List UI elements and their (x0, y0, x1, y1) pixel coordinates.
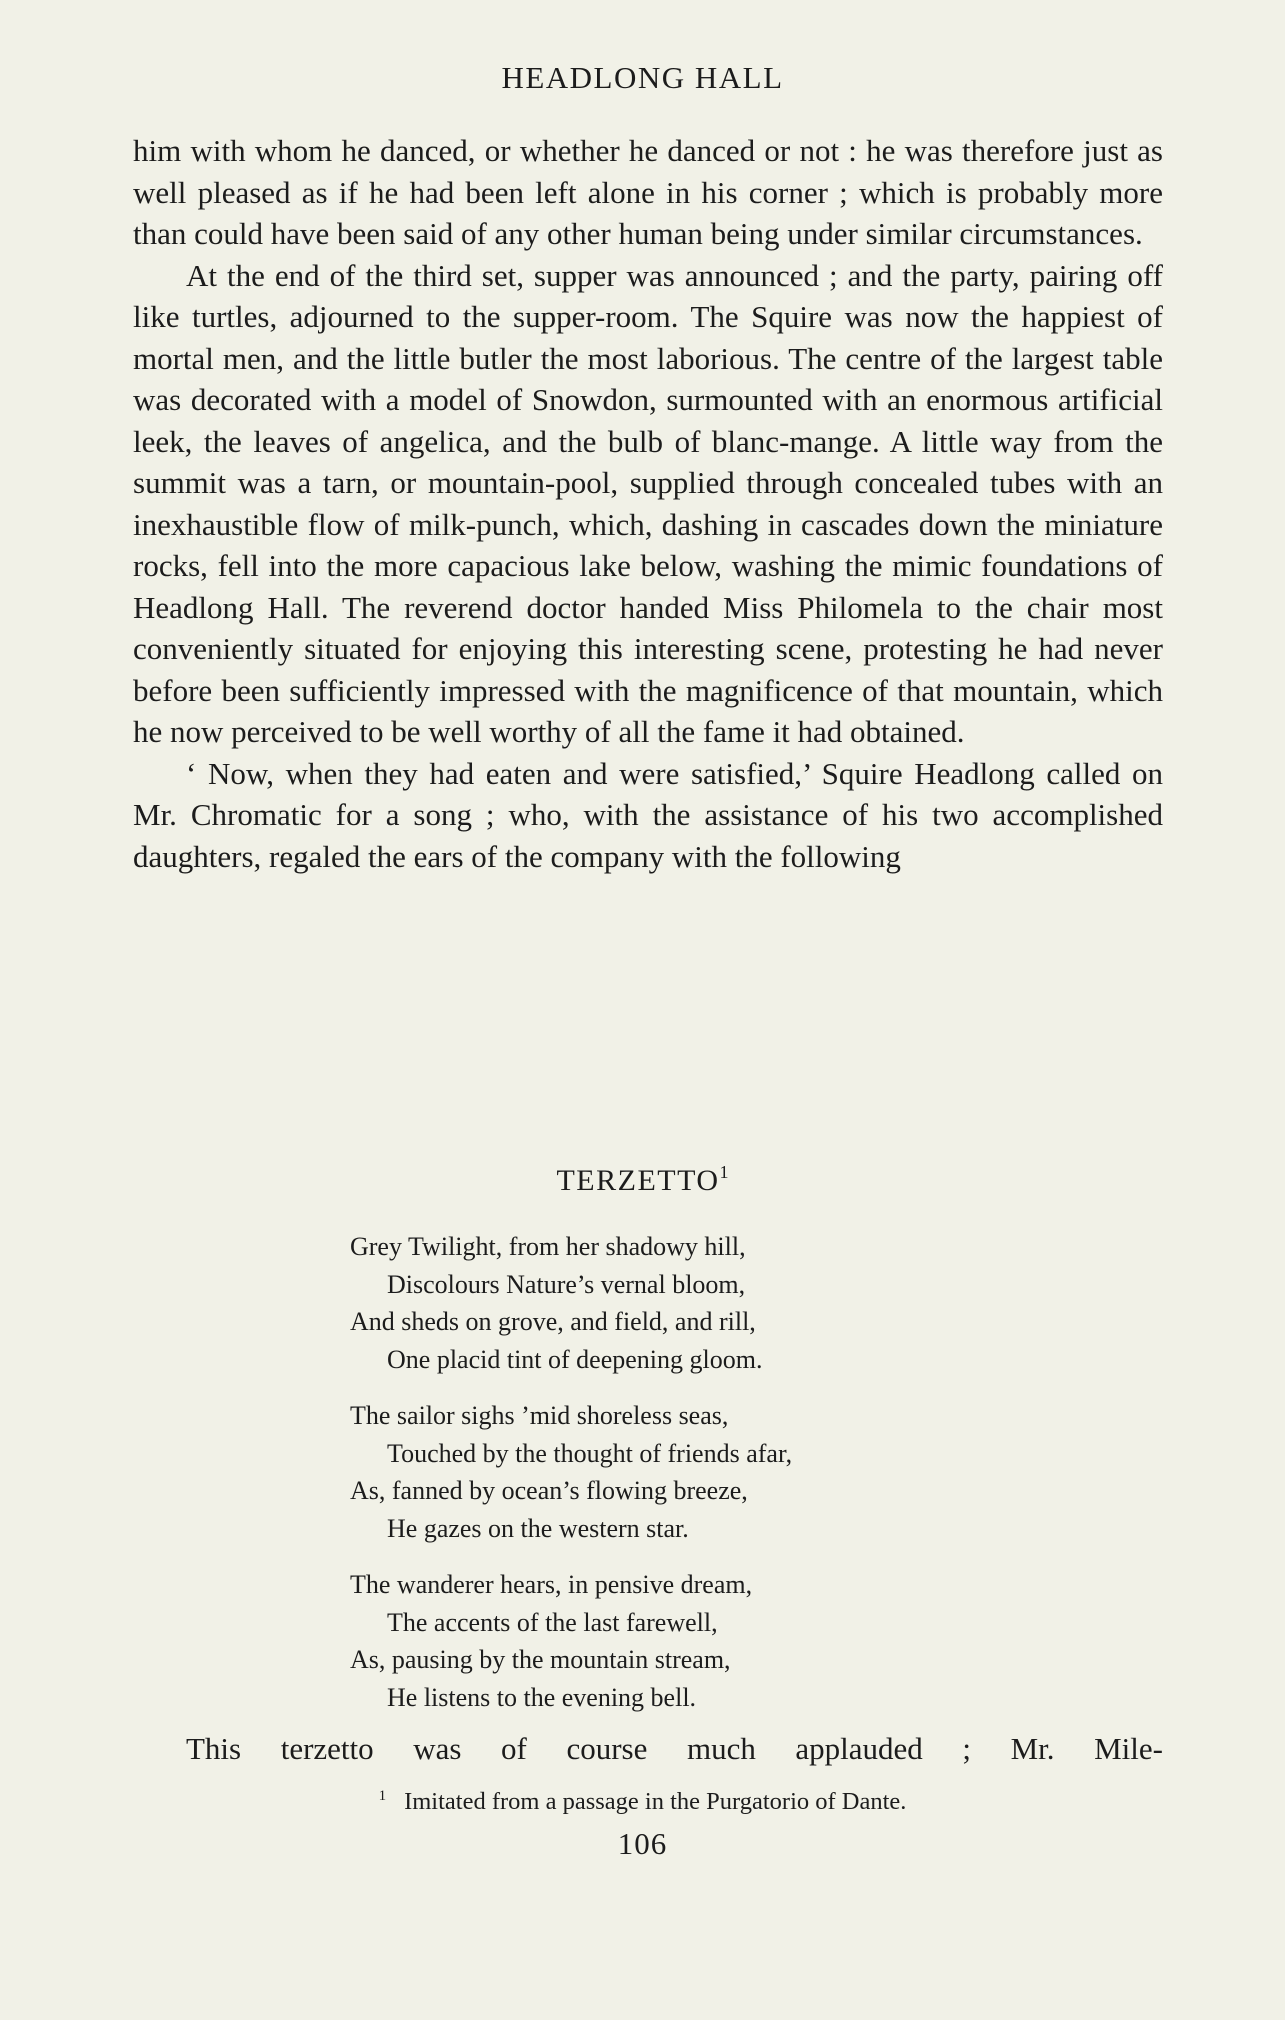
verse-line: He gazes on the western star. (387, 1513, 689, 1543)
verse-line: Discolours Nature’s vernal bloom, (387, 1269, 746, 1299)
stanza (350, 1228, 1110, 1378)
footnote-text: Imitated from a passage in the Purgatorio of Dante. (404, 1788, 907, 1815)
verse-line: He listens to the evening bell. (387, 1682, 697, 1712)
footnote-mark: 1 (378, 1788, 387, 1804)
paragraph-after-poem: This terzetto was of course much applauded ; Mr. Mile- (186, 1731, 1163, 1766)
footnote-reference: 1 (719, 1162, 729, 1182)
verse-line: Touched by the thought of friends afar, (387, 1438, 793, 1468)
running-head: HEADLONG HALL (501, 60, 784, 95)
poem-title (0, 1162, 1285, 1198)
verse-line: And sheds on grove, and field, and rill, (350, 1307, 756, 1336)
paragraph: At the end of the third set, supper was announced ; and the party, pairing off like turtles, adjourned to the supper-room. The Squire was now the happiest of mortal men, and the little butler the most laborious. The centre of the largest table was decorated with a model of Snowdon, surmounted with an enormous artificial leek, the leaves of angelica, and the bulb of blanc-mange. A little way from the summit was a tarn, or mountain-pool, supplied through concealed tubes with an inexhaustible flow of milk-punch, which, dashing in cascades down the miniature rocks, fell into the more capacious lake below, washing the mimic foundations of Headlong Hall. The reverend doctor handed Miss Philomela to the chair most conveniently situated for enjoying this interesting scene, protesting he had never before been sufficiently impressed with the magnificence of that mountain, which he now perceived to be well worthy of all the fame it had obtained. (133, 257, 1163, 749)
poem (350, 1228, 1110, 1735)
footnote (0, 1788, 1285, 1816)
paragraph: him with whom he danced, or whether he danced or not : he was therefore just as well pleased as if he had been left alone in his corner ; which is probably more than could have been said of any other human being under similar circumstances. (133, 133, 1163, 251)
verse-line: As, pausing by the mountain stream, (350, 1645, 731, 1674)
stanza (350, 1397, 1110, 1547)
body-text (133, 130, 1163, 877)
poem-title-text: TERZETTO (556, 1164, 720, 1197)
verse-line: The accents of the last farewell, (387, 1607, 718, 1637)
stanza (350, 1566, 1110, 1716)
page-number: 106 (617, 1826, 668, 1861)
paragraph: ‘ Now, when they had eaten and were satisfied,’ Squire Headlong called on Mr. Chromatic for a song ; who, with the assistance of his two accomplished daughters, regaled the ears of the company with the following (133, 755, 1163, 874)
verse-line: As, fanned by ocean’s flowing breeze, (350, 1476, 748, 1505)
verse-line: One placid tint of deepening gloom. (387, 1344, 763, 1374)
verse-line: The sailor sighs ’mid shoreless seas, (350, 1401, 729, 1430)
verse-line: The wanderer hears, in pensive dream, (350, 1570, 753, 1599)
verse-line: Grey Twilight, from her shadowy hill, (350, 1232, 746, 1261)
